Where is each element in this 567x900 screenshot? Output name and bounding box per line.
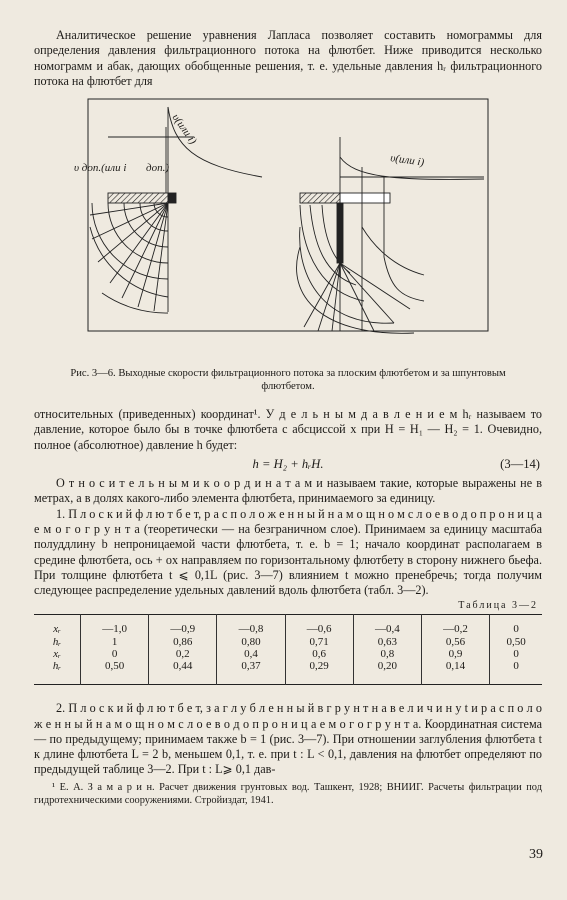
table-col: —0,8 0,80 0,4 0,37 [217,615,285,685]
table-col: —0,2 0,56 0,9 0,14 [421,615,489,685]
formula-number: (3—14) [500,457,540,472]
footnote: ¹ Е. А. З а м а р и н. Расчет движения грунтовых вод. Ташкент, 1928; ВНИИГ. Расчеты фильтрации под гидротехническими сооружениями. Стройиздат, 1941. [34,781,542,806]
label-v-allowable-b: доп.) [146,162,169,175]
intro-paragraph: Аналитическое решение уравнения Лапласа позволяет составить номограммы для определения давления фильтрационного потока на флютбет. Ниже приводится несколько номограмм и абак, дающих обобщенные решения, т. е. удельные давления hᵣ фильтрационного потока на флютбет для [34,28,542,88]
table-col: 0 0,50 0 0 [490,615,542,685]
apron-hatch-left [108,193,168,203]
paragraph-relative-coordinates: относительных (приведенных) координат¹. У д е л ь н ы м д а в л е н и е м hᵣ называем то давление, которое было бы в точке флютбета с абсциссой x при H = H₁ — H₂ = 1. Очевидно, полное (абсолютное) давление h будет: [34,407,542,452]
apron-edge [168,193,176,203]
formula-expression: h = H₂ + hᵣH. [252,457,324,472]
label-v-diagonal: υ(или i) [169,112,199,147]
table-row [34,615,542,685]
table-col: —0,4 0,63 0,8 0,20 [353,615,421,685]
label-v-allowable-a: υ доп.(или i [74,162,127,175]
apron-hatch-right [300,193,340,203]
table-col: —0,6 0,71 0,6 0,29 [285,615,353,685]
flow-diagram [34,97,542,367]
table-col: —0,9 0,86 0,2 0,44 [149,615,217,685]
page-content [34,28,542,807]
figure-3-6 [34,97,542,367]
label-v-right: υ(или i) [389,152,425,169]
page-number: 39 [529,847,543,862]
table-3-2 [34,614,542,685]
formula-3-14 [34,457,542,472]
paragraph-relative-coords-definition: О т н о с и т е л ь н ы м и к о о р д и н а т а м и называем такие, которые выражены не в метрах, а в долях какого-либо элемента флютбета, принимаемого за единицу. [34,476,542,506]
plane-apron-diagram [90,107,262,313]
figure-frame [88,99,488,331]
sheetpile-apron-diagram [297,137,484,333]
figure-caption: Рис. 3—6. Выходные скорости фильтрационного потока за плоским флютбетом и за шпунтовым флютбетом. [70,368,506,393]
table-col: —1,0 1 0 0,50 [81,615,149,685]
table-col-header: xᵣ hᵣ xᵣ hᵣ [52,623,62,673]
paragraph-embedded-apron: 2. П л о с к и й ф л ю т б е т, з а г л у б л е н н ы й в г р у н т н а в е л и ч и н у t и р а с п о л о ж е н н ы й н а м о щ н о м с л о е в о д о п р о н и ц а е м о г о г р у н т а. Координатная система — по предыдущему; принимаем также b = 1 (рис. 3—7). При отношении заглубления флютбета t к длине флютбета L = 2 b, меньшем 0,1, т. е. при t : L < 0,1, давления на флютбет определяют по предыдущей таблице 3—2. При t : L⩾ 0,1 дав- [34,701,542,777]
paragraph-plane-apron: 1. П л о с к и й ф л ю т б е т, р а с п о л о ж е н н ы й н а м о щ н о м с л о е в о д о п р о н и ц а е м о г о г р у н т а (теоретически — на безграничном слое). Принимаем за единицу масштаба полуддлину b непроницаемой части флютбета, т. е. b = 1; начало координат располагаем в средине флютбета, ось + ox направляем по горизонтальному флютбету в сторону нижнего бьефа. При толщине флютбета t ⩽ 0,1L (рис. 3—7) влиянием t можно пренебречь; тогда получим следующее распределение удельных давлений вдоль флютбета (табл. 3—2). [34,506,542,598]
table-title: Таблица 3—2 [458,600,538,612]
